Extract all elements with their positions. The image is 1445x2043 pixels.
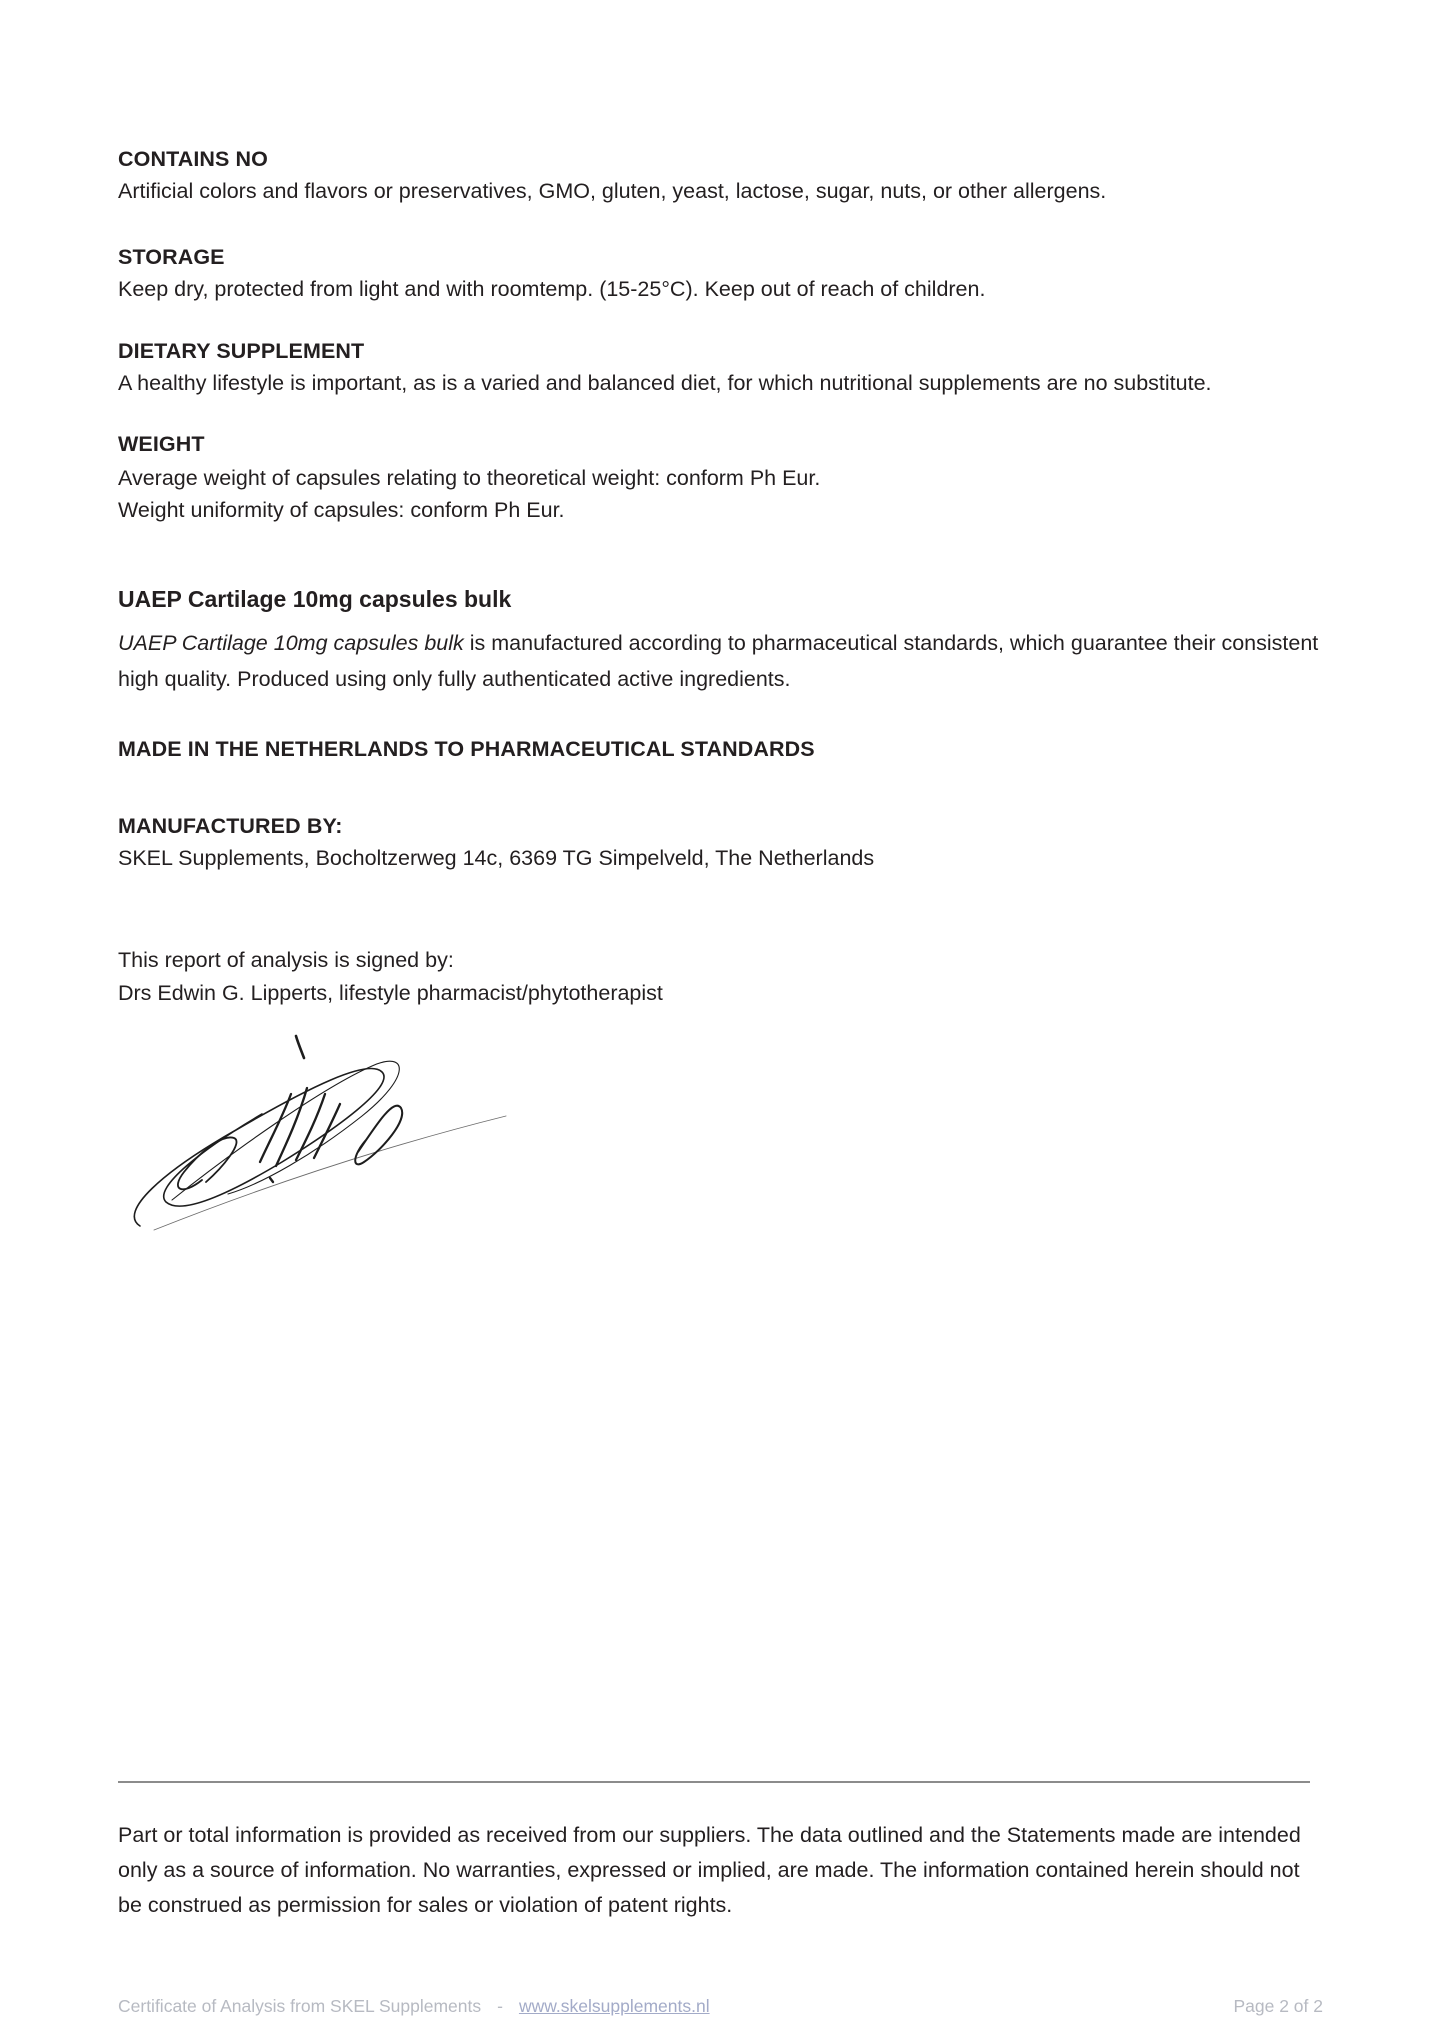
signed-by-intro: This report of analysis is signed by: [118,948,454,972]
weight-body-line-2: Weight uniformity of capsules: conform Ph Eur. [118,498,565,522]
weight-heading: WEIGHT [118,432,205,456]
contains-no-body: Artificial colors and flavors or preservatives, GMO, gluten, yeast, lactose, sugar, nuts, or other allergens. [118,179,1107,203]
dietary-supplement-heading: DIETARY SUPPLEMENT [118,339,365,363]
disclaimer-line-1: Part or total information is provided as received from our suppliers. The data outlined and the Statements made are intended [118,1823,1301,1847]
footer-page-number: Page 2 of 2 [1233,1996,1323,2016]
signature-scribble-icon [110,1030,510,1240]
product-heading: UAEP Cartilage 10mg capsules bulk [118,586,512,612]
contains-no-heading: CONTAINS NO [118,147,269,171]
footer-left [118,1996,710,2017]
storage-body: Keep dry, protected from light and with roomtemp. (15-25°C). Keep out of reach of children. [118,277,986,301]
product-paragraph-line2: high quality. Produced using only fully authenticated active ingredients. [118,667,791,691]
storage-heading: STORAGE [118,245,225,269]
footer-divider-rule [118,1781,1310,1783]
footer-website-link[interactable]: www.skelsupplements.nl [518,1996,710,2016]
disclaimer-line-3: be construed as permission for sales or violation of patent rights. [118,1893,733,1917]
dietary-supplement-body: A healthy lifestyle is important, as is a varied and balanced diet, for which nutritional supplements are no substitute. [118,371,1212,395]
handwritten-signature [110,1030,510,1240]
manufacturer-address: SKEL Supplements, Bocholtzerweg 14c, 6369 TG Simpelveld, The Netherlands [118,846,875,870]
footer-separator: - [497,1996,503,2016]
product-name-italic: UAEP Cartilage 10mg capsules bulk [118,631,464,655]
product-paragraph [118,625,1318,697]
made-in-heading: MADE IN THE NETHERLANDS TO PHARMACEUTICAL STANDARDS [118,737,815,761]
disclaimer-line-2: only as a source of information. No warranties, expressed or implied, are made. The information contained herein should not [118,1858,1300,1882]
signer-name-title: Drs Edwin G. Lipperts, lifestyle pharmacist/phytotherapist [118,981,663,1005]
disclaimer-paragraph [118,1818,1301,1923]
product-paragraph-line1-rest: is manufactured according to pharmaceutical standards, which guarantee their consistent [463,631,1319,655]
footer-doc-title: Certificate of Analysis from SKEL Supplements [118,1996,482,2016]
weight-body [118,462,820,526]
manufactured-by-heading: MANUFACTURED BY: [118,814,343,838]
weight-body-line-1: Average weight of capsules relating to theoretical weight: conform Ph Eur. [118,466,821,490]
